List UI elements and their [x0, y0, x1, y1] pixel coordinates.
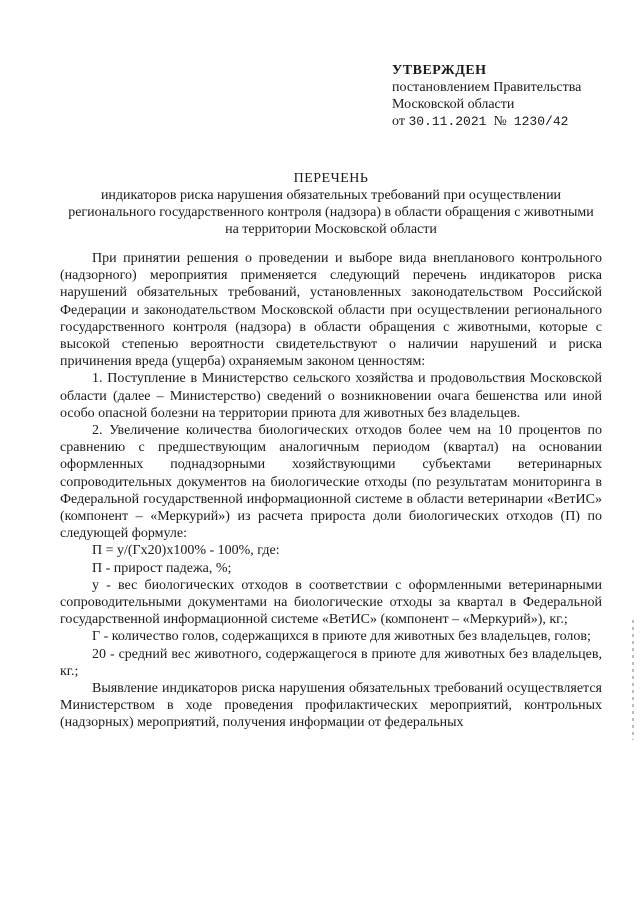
paragraph-intro: При принятии решения о проведении и выборе вида внепланового контрольного (надзорного) мероприятия применяется следующий перечень индикаторов риска нарушений обязательных требований, установленных законодательством Российской Федерации и законодательством Московской области при осуществлении регионального государственного контроля (надзора) в области обращения с животными, которые с высокой степенью вероятности свидетельствуют о наличии нарушений и риска причинения вреда (ущерба) охраняемым законом ценностям:: [60, 251, 602, 370]
approval-date: 30.11.2021: [408, 114, 487, 129]
formula: П = у/(Гх20)х100% - 100%, где:: [92, 543, 280, 559]
formula-def-g: Г - количество голов, содержащихся в приюте для животных без владельцев, голов;: [92, 629, 591, 645]
paragraph-item-2: 2. Увеличение количества биологических отходов более чем на 10 процентов по сравнению с предшествующим аналогичным периодом (квартал) на основании оформленных поднадзорными хозяйствующими субъектами ветеринарных сопроводительных документов на биологические отходы (по результатам мониторинга в Федеральной государственной информационной системе в области ветеринарии «ВетИС» (компонент – «Меркурий») из расчета прироста доли биологических отходов (П) по следующей формуле:: [60, 423, 602, 542]
document-body: [60, 250, 602, 732]
paragraph-item-1: 1. Поступление в Министерство сельского хозяйства и продовольствия Московской области (далее – Министерство) сведений о возникновении очага бешенства или иной особо опасной болезни на территории приюта для животных без владельцев.: [60, 371, 602, 421]
scan-margin-mark: [632, 620, 634, 740]
paragraph-detection: Выявление индикаторов риска нарушения обязательных требований осуществляется Министерством в ходе проведения профилактических мероприятий, контрольных (надзорных) мероприятий, получения информации от федеральных: [60, 681, 602, 731]
approval-heading: УТВЕРЖДЕН: [392, 63, 487, 78]
approval-stamp: [392, 62, 581, 130]
title-subtitle: индикаторов риска нарушения обязательных требований при осуществлении регионального государственного контроля (надзора) в области обращения с животными на территории Московской области: [68, 188, 594, 237]
document-title: [60, 170, 602, 238]
formula-def-y: у - вес биологических отходов в соответствии с оформленными ветеринарными сопроводительными документами на биологические отходы за квартал в Федеральной государственной информационной системе «ВетИС» (компонент – «Меркурий»), кг.;: [60, 577, 602, 628]
approval-line-1: постановлением Правительства: [392, 80, 582, 95]
formula-def-20: 20 - средний вес животного, содержащегося в приюте для животных без владельцев, кг.;: [60, 646, 602, 679]
formula-def-p: П - прирост падежа, %;: [92, 560, 232, 576]
title-main: ПЕРЕЧЕНЬ: [293, 171, 369, 186]
approval-number-sign: №: [493, 114, 507, 129]
approval-line-2: Московской области: [392, 97, 515, 112]
approval-prefix: от: [392, 114, 405, 129]
approval-date-line: [392, 113, 581, 130]
approval-number: 1230/42: [513, 114, 569, 129]
